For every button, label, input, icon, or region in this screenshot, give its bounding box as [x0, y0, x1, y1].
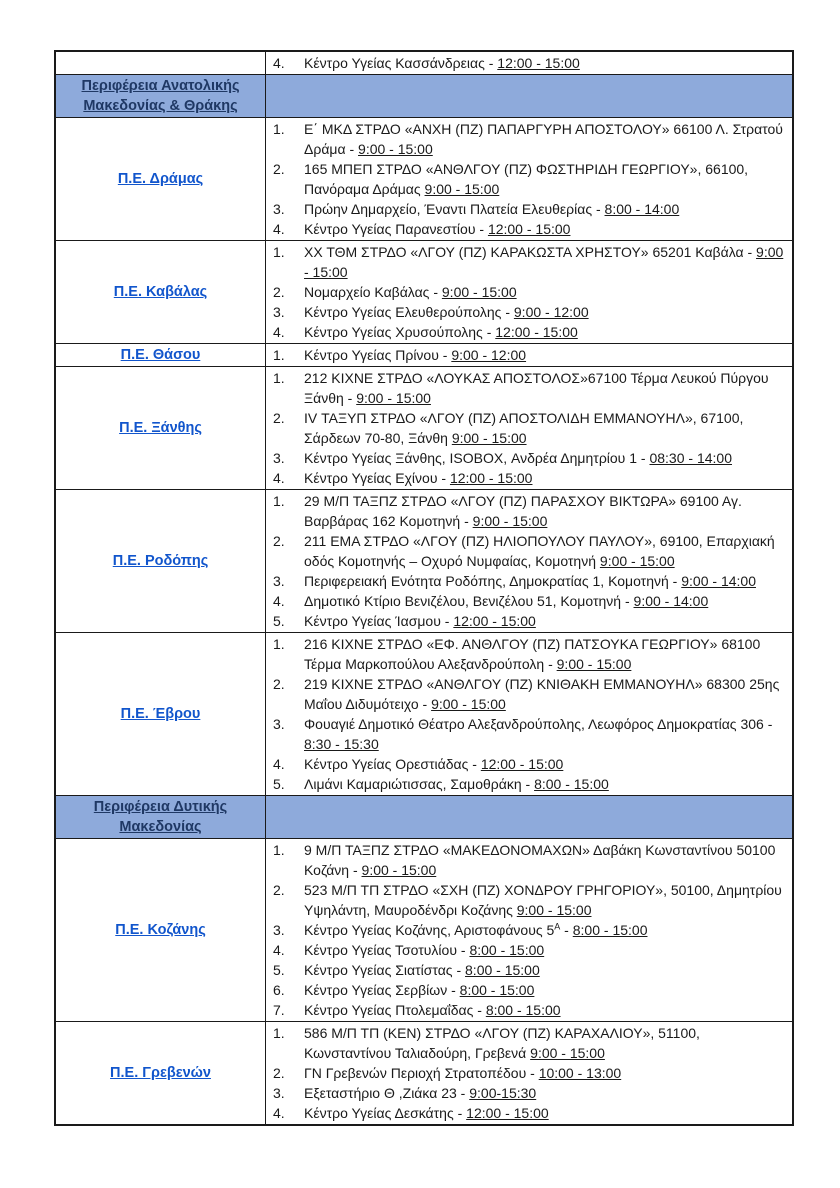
item-time: 9:00 - 14:00 — [633, 593, 709, 609]
item-location: Κέντρο Υγείας Εχίνου — [304, 470, 438, 486]
schedule-table-body — [55, 51, 793, 1125]
item-text — [304, 1083, 786, 1103]
item-time: 9:00 - 15:00 — [556, 656, 632, 672]
item-text — [304, 571, 786, 591]
region-header-row — [55, 796, 793, 839]
item-separator: - — [418, 696, 432, 712]
item-separator: - — [456, 942, 470, 958]
item-text — [304, 242, 786, 282]
item-text — [304, 199, 786, 219]
item-number: 4. — [273, 55, 285, 71]
item-location: Λιμάνι Καμαριώτισσας, Σαμοθράκη — [304, 776, 522, 792]
item-time: 08:30 - 14:00 — [649, 450, 732, 466]
item-text — [304, 368, 786, 408]
item-time: 9:00 - 15:00 — [431, 696, 506, 712]
item-time: 9:00 - 15:00 — [358, 141, 433, 157]
items-cell — [266, 839, 794, 1022]
item-location: Κέντρο Υγείας Πρίνου — [304, 347, 439, 363]
table-row — [55, 241, 793, 344]
item-text — [304, 302, 786, 322]
list-item — [266, 119, 786, 159]
item-location: ΧΧ ΤΘΜ ΣΤΡΔΟ «ΛΓΟΥ (ΠΖ) ΚΑΡΑΚΩΣΤΑ ΧΡΗΣΤΟΥ» 65201 Καβάλα — [304, 244, 744, 260]
list-item — [266, 960, 786, 980]
item-separator: - — [475, 221, 488, 237]
region-header-cell — [55, 796, 266, 839]
item-number: 2. — [273, 410, 285, 426]
region-label: Π.Ε. Ροδόπης — [112, 553, 209, 569]
item-text — [304, 448, 786, 468]
item-number: 4. — [273, 756, 285, 772]
list-item — [266, 571, 786, 591]
list-item — [266, 468, 786, 488]
item-time: 9:00 - 15:00 — [451, 430, 527, 446]
item-number: 2. — [273, 1065, 285, 1081]
items-cell — [266, 51, 794, 75]
item-number: 1. — [273, 1025, 285, 1041]
item-number: 4. — [273, 470, 285, 486]
item-text — [304, 940, 786, 960]
item-time: 9:00 - 15:00 — [472, 513, 548, 529]
item-location: Κέντρο Υγείας Τσοτυλίου — [304, 942, 457, 958]
item-location: Δημοτικό Κτίριο Βενιζέλου, Βενιζέλου 51, Κομοτηνή — [304, 593, 622, 609]
list-item — [266, 345, 786, 365]
item-separator: - — [447, 982, 460, 998]
list-item — [266, 714, 786, 754]
item-separator: - — [560, 922, 573, 938]
item-separator: - — [438, 347, 452, 363]
item-number: 3. — [273, 1085, 285, 1101]
region-cell — [55, 633, 266, 796]
item-text — [304, 408, 786, 448]
item-location: 165 ΜΠΕΠ ΣΤΡΔΟ «ΑΝΘΛΓΟΥ (ΠΖ) ΦΩΣΤΗΡΙΔΗ ΓΕΩΡΓΙΟΥ», 66100, Πανόραμα Δράμας — [304, 161, 749, 197]
item-time: 9:00 - 14:00 — [681, 573, 756, 589]
item-time: 8:00 - 15:00 — [485, 1002, 561, 1018]
list-item — [266, 53, 786, 73]
list-item — [266, 1000, 786, 1020]
item-separator: - — [526, 1065, 539, 1081]
item-text — [304, 1103, 786, 1123]
list-item — [266, 674, 786, 714]
items-cell — [266, 367, 794, 490]
list-item — [266, 754, 786, 774]
item-text — [304, 980, 786, 1000]
list-item — [266, 1023, 786, 1063]
item-separator: - — [482, 324, 496, 340]
region-label: Π.Ε. Ξάνθης — [119, 420, 202, 436]
item-separator: - — [440, 613, 454, 629]
item-time: 12:00 - 15:00 — [497, 55, 580, 71]
item-number: 4. — [273, 1105, 285, 1121]
item-separator: - — [452, 962, 466, 978]
item-location: Κέντρο Υγείας Κοζάνης, Αριστοφάνους 5 — [304, 922, 555, 938]
item-location: Κέντρο Υγείας Σιατίστας — [304, 962, 453, 978]
list-item — [266, 219, 786, 239]
item-number: 6. — [273, 982, 285, 998]
item-text — [304, 774, 786, 794]
item-location: Κέντρο Υγείας Ορεστιάδας — [304, 756, 469, 772]
item-text — [304, 840, 786, 880]
list-item — [266, 302, 786, 322]
region-cell — [55, 490, 266, 633]
item-location: Κέντρο Υγείας Κασσάνδρειας — [304, 55, 485, 71]
item-separator: - — [468, 756, 481, 772]
item-separator: - — [501, 304, 514, 320]
item-location: Ε΄ ΜΚΔ ΣΤΡΔΟ «ΑΝΧΗ (ΠΖ) ΠΑΠΑΡΓΥΡΗ ΑΠΟΣΤΟΛΟΥ» 66100 Λ. Στρατού Δράμα — [304, 121, 783, 157]
item-number: 2. — [273, 284, 285, 300]
item-number: 1. — [273, 347, 285, 363]
item-time: 12:00 - 15:00 — [495, 324, 578, 340]
item-separator: - — [521, 776, 535, 792]
item-text — [304, 53, 786, 73]
item-location: Κέντρο Υγείας Χρυσούπολης — [304, 324, 483, 340]
item-time: 9:00 - 15:00 — [356, 390, 431, 406]
item-separator: - — [343, 390, 357, 406]
item-time: 9:00 - 15:00 — [516, 902, 592, 918]
item-text — [304, 491, 786, 531]
region-cell — [55, 1022, 266, 1126]
item-number: 2. — [273, 882, 285, 898]
list-item — [266, 491, 786, 531]
header-empty-cell — [266, 796, 794, 839]
table-row — [55, 633, 793, 796]
region-header-row — [55, 75, 793, 118]
item-number: 4. — [273, 942, 285, 958]
item-time: 10:00 - 13:00 — [538, 1065, 622, 1081]
table-row — [55, 118, 793, 241]
item-separator: - — [345, 141, 359, 157]
list-item — [266, 840, 786, 880]
item-time: 8:00 - 15:00 — [572, 922, 648, 938]
list-item — [266, 242, 786, 282]
item-location: Κέντρο Υγείας Δεσκάτης — [304, 1105, 454, 1121]
item-text — [304, 754, 786, 774]
item-location: Κέντρο Υγείας Ξάνθης, ISOBOX, Ανδρέα Δημητρίου 1 — [304, 450, 638, 466]
item-text — [304, 960, 786, 980]
item-location: IV ΤΑΞΥΠ ΣΤΡΔΟ «ΛΓΟΥ (ΠΖ) ΑΠΟΣΤΟΛΙΔΗ ΕΜΜΑΝΟΥΗΛ», 67100, Σάρδεων 70-80, Ξάνθη — [304, 410, 744, 446]
item-time: 9:00 - 15:00 — [441, 284, 517, 300]
item-location: 219 ΚΙΧΝΕ ΣΤΡΔΟ «ΑΝΘΛΓΟΥ (ΠΖ) ΚΝΙΘΑΚΗ ΕΜΜΑΝΟΥΗΛ» 68300 25ης Μαΐου Διδυμότειχο — [304, 676, 780, 712]
region-label: Π.Ε. Δράμας — [117, 171, 204, 187]
item-number: 3. — [273, 922, 285, 938]
region-cell — [55, 51, 266, 75]
item-location: ΓΝ Γρεβενών Περιοχή Στρατοπέδου — [304, 1065, 527, 1081]
list-item — [266, 1103, 786, 1123]
item-location: Κέντρο Υγείας Σερβίων — [304, 982, 448, 998]
list-item — [266, 368, 786, 408]
item-location: 216 ΚΙΧΝΕ ΣΤΡΔΟ «ΕΦ. ΑΝΘΛΓΟΥ (ΠΖ) ΠΑΤΣΟΥΚΑ ΓΕΩΡΓΙΟΥ» 68100 Τέρμα Μαρκοπούλου Αλεξανδρούπολη — [304, 636, 761, 672]
region-cell — [55, 118, 266, 241]
item-number: 5. — [273, 613, 285, 629]
item-time: 8:30 - 15:30 — [304, 736, 379, 752]
schedule-table — [54, 50, 794, 1126]
item-time: 9:00 - 15:00 — [361, 862, 437, 878]
item-number: 4. — [273, 221, 285, 237]
item-number: 1. — [273, 370, 285, 386]
item-number: 1. — [273, 244, 285, 260]
region-label: Π.Ε. Γρεβενών — [110, 1065, 211, 1081]
item-separator: - — [484, 55, 498, 71]
item-number: 3. — [273, 201, 285, 217]
item-time: 12:00 - 15:00 — [466, 1105, 549, 1121]
items-cell — [266, 241, 794, 344]
list-item — [266, 634, 786, 674]
item-location: Φουαγιέ Δημοτικό Θέατρο Αλεξανδρούπολης, Λεωφόρος Δημοκρατίας 306 — [304, 716, 764, 732]
list-item — [266, 980, 786, 1000]
items-cell — [266, 490, 794, 633]
item-location: 29 Μ/Π ΤΑΞΠΖ ΣΤΡΔΟ «ΛΓΟΥ (ΠΖ) ΠΑΡΑΣΧΟΥ ΒΙΚΤΩΡΑ» 69100 Αγ. Βαρβάρας 162 Κομοτηνή — [304, 493, 742, 529]
item-time: 8:00 - 15:00 — [459, 982, 535, 998]
list-item — [266, 774, 786, 794]
item-location: Πρώην Δημαρχείο, Έναντι Πλατεία Ελευθερίας — [304, 201, 593, 217]
item-location: 586 Μ/Π ΤΠ (ΚΕΝ) ΣΤΡΔΟ «ΛΓΟΥ (ΠΖ) ΚΑΡΑΧΑΛΙΟΥ», 51100, Κωνσταντίνου Ταλιαδούρη, Γρεβενά — [304, 1025, 700, 1061]
list-item — [266, 880, 786, 920]
item-location: 523 Μ/Π ΤΠ ΣΤΡΔΟ «ΣΧΗ (ΠΖ) ΧΟΝΔΡΟΥ ΓΡΗΓΟΡΙΟΥ», 50100, Δημητρίου Υψηλάντη, Μαυροδένδρι Κοζάνης — [304, 882, 782, 918]
item-text — [304, 531, 786, 571]
item-text — [304, 920, 786, 940]
item-time: 9:00-15:30 — [469, 1085, 537, 1101]
table-row — [55, 344, 793, 367]
item-location: Κέντρο Υγείας Ελευθερούπολης — [304, 304, 502, 320]
region-label: Π.Ε. Έβρου — [120, 706, 201, 722]
items-cell — [266, 1022, 794, 1126]
item-separator: - — [743, 244, 757, 260]
item-separator: - — [544, 656, 557, 672]
item-separator: - — [763, 716, 773, 732]
item-location: 212 ΚΙΧΝΕ ΣΤΡΔΟ «ΛΟΥΚΑΣ ΑΠΟΣΤΟΛΟΣ»67100 Τέρμα Λευκού Πύργου Ξάνθη — [304, 370, 769, 406]
region-label: Π.Ε. Καβάλας — [113, 284, 208, 300]
item-number: 1. — [273, 121, 285, 137]
item-number: 5. — [273, 776, 285, 792]
item-location: Κέντρο Υγείας Παρανεστίου — [304, 221, 476, 237]
region-cell — [55, 241, 266, 344]
item-text — [304, 674, 786, 714]
item-separator: - — [453, 1105, 467, 1121]
item-location: 9 Μ/Π ΤΑΞΠΖ ΣΤΡΔΟ «ΜΑΚΕΔΟΝΟΜΑΧΩΝ» Δαβάκη Κωνσταντίνου 50100 Κοζάνη — [304, 842, 776, 878]
item-number: 3. — [273, 304, 285, 320]
item-number: 7. — [273, 1002, 285, 1018]
item-text — [304, 634, 786, 674]
list-item — [266, 448, 786, 468]
item-text — [304, 468, 786, 488]
table-row — [55, 490, 793, 633]
item-time: 9:00 - 15:00 — [304, 244, 784, 280]
region-label: Π.Ε. Θάσου — [120, 347, 201, 363]
items-cell — [266, 344, 794, 367]
item-number: 4. — [273, 593, 285, 609]
item-time: 9:00 - 15:00 — [530, 1045, 605, 1061]
list-item — [266, 408, 786, 448]
item-separator: - — [592, 201, 605, 217]
list-item — [266, 591, 786, 611]
item-time: 12:00 - 15:00 — [449, 470, 533, 486]
item-text — [304, 880, 786, 920]
item-time: 9:00 - 12:00 — [513, 304, 589, 320]
item-separator: - — [473, 1002, 486, 1018]
item-number: 1. — [273, 493, 285, 509]
item-text — [304, 1000, 786, 1020]
item-text — [304, 119, 786, 159]
item-number: 2. — [273, 533, 285, 549]
item-time: 12:00 - 15:00 — [453, 613, 536, 629]
item-text — [304, 714, 786, 754]
item-number: 3. — [273, 450, 285, 466]
item-location: Περιφερειακή Ενότητα Ροδόπης, Δημοκρατίας 1, Κομοτηνή — [304, 573, 669, 589]
item-superscript: Α — [554, 921, 561, 932]
item-location: Κέντρο Υγείας Πτολεμαΐδας — [304, 1002, 474, 1018]
item-number: 2. — [273, 676, 285, 692]
item-time: 8:00 - 15:00 — [469, 942, 545, 958]
item-number: 3. — [273, 573, 285, 589]
item-separator: - — [460, 513, 473, 529]
item-time: 12:00 - 15:00 — [487, 221, 571, 237]
item-text — [304, 611, 786, 631]
list-item — [266, 282, 786, 302]
region-cell — [55, 344, 266, 367]
list-item — [266, 940, 786, 960]
list-item — [266, 920, 786, 940]
region-label: Π.Ε. Κοζάνης — [115, 922, 206, 938]
region-header-cell — [55, 75, 266, 118]
item-separator: - — [637, 450, 650, 466]
item-number: 4. — [273, 324, 285, 340]
item-separator: - — [621, 593, 634, 609]
list-item — [266, 611, 786, 631]
list-item — [266, 1063, 786, 1083]
item-time: 9:00 - 12:00 — [451, 347, 527, 363]
items-cell — [266, 633, 794, 796]
items-cell — [266, 118, 794, 241]
region-header-label: Περιφέρεια Δυτικής Μακεδονίας — [93, 799, 228, 835]
list-item — [266, 322, 786, 342]
item-text — [304, 282, 786, 302]
table-row — [55, 1022, 793, 1126]
item-number: 2. — [273, 161, 285, 177]
item-time: 12:00 - 15:00 — [480, 756, 564, 772]
header-empty-cell — [266, 75, 794, 118]
item-text — [304, 219, 786, 239]
item-text — [304, 1063, 786, 1083]
item-text — [304, 345, 786, 365]
item-location: Κέντρο Υγείας Ίασμου — [304, 613, 441, 629]
item-location: Εξεταστήριο Θ ,Ζιάκα 23 — [304, 1085, 457, 1101]
item-time: 8:00 - 15:00 — [534, 776, 609, 792]
item-separator: - — [429, 284, 442, 300]
item-time: 9:00 - 15:00 — [424, 181, 500, 197]
item-separator: - — [668, 573, 682, 589]
item-location: Νομαρχείο Καβάλας — [304, 284, 430, 300]
item-separator: - — [349, 862, 362, 878]
region-cell — [55, 839, 266, 1022]
item-time: 8:00 - 14:00 — [604, 201, 680, 217]
table-row — [55, 367, 793, 490]
item-text — [304, 1023, 786, 1063]
item-number: 1. — [273, 636, 285, 652]
item-text — [304, 591, 786, 611]
list-item — [266, 531, 786, 571]
item-separator: - — [456, 1085, 470, 1101]
item-text — [304, 322, 786, 342]
item-text — [304, 159, 786, 199]
table-row — [55, 839, 793, 1022]
item-number: 1. — [273, 842, 285, 858]
region-cell — [55, 367, 266, 490]
item-time: 8:00 - 15:00 — [465, 962, 540, 978]
list-item — [266, 199, 786, 219]
list-item — [266, 159, 786, 199]
table-row — [55, 51, 793, 75]
item-separator: - — [437, 470, 450, 486]
region-header-label: Περιφέρεια Ανατολικής Μακεδονίας & Θράκης — [81, 78, 240, 114]
item-time: 9:00 - 15:00 — [599, 553, 675, 569]
item-number: 5. — [273, 962, 285, 978]
list-item — [266, 1083, 786, 1103]
item-location: 211 ΕΜΑ ΣΤΡΔΟ «ΛΓΟΥ (ΠΖ) ΗΛΙΟΠΟΥΛΟΥ ΠΑΥΛΟΥ», 69100, Επαρχιακή οδός Κομοτηνής – Οχυρό Νυμφαίας, Κομοτηνή — [304, 533, 775, 569]
item-number: 3. — [273, 716, 285, 732]
